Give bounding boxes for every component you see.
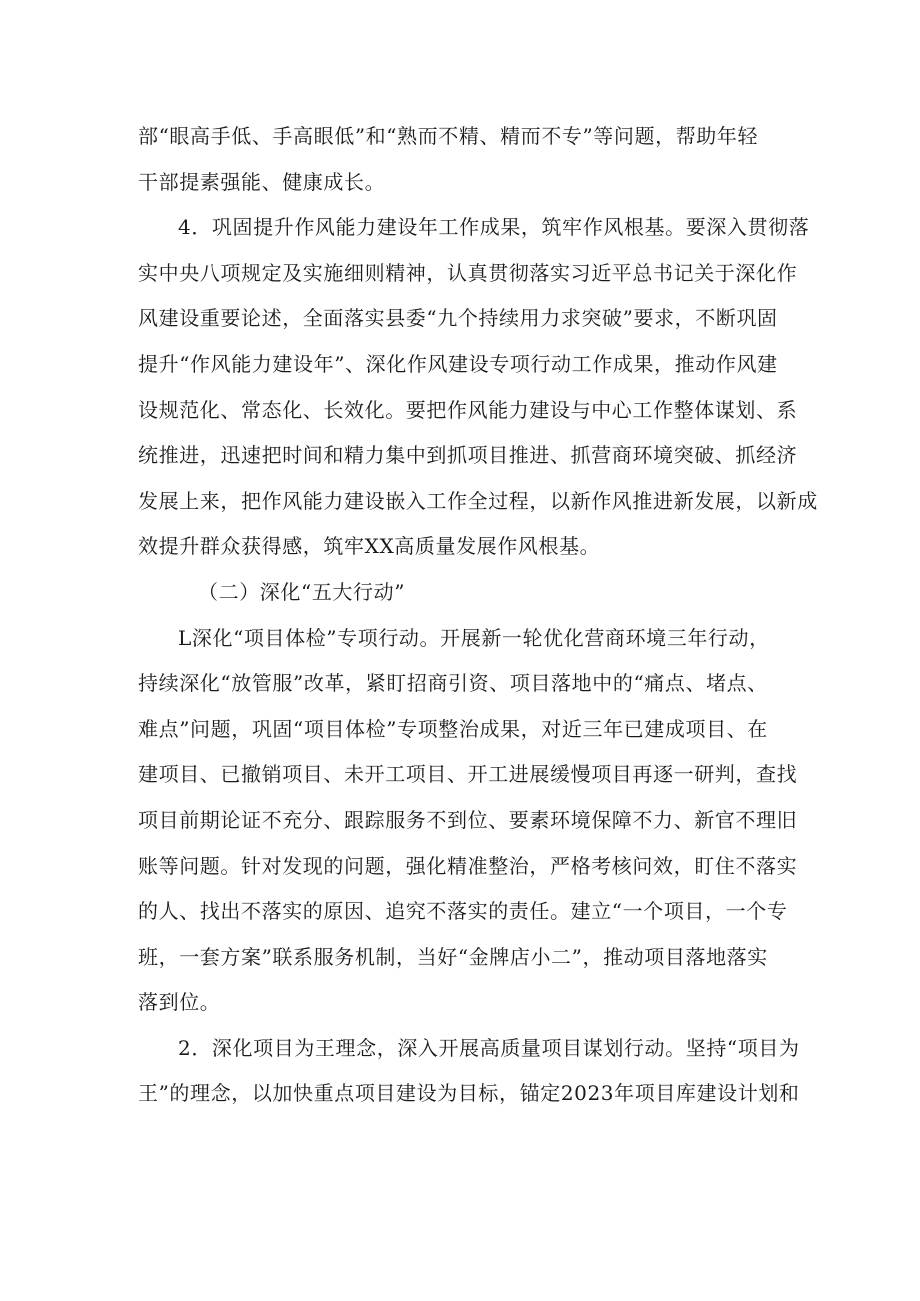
text-line: 王”的理念，以加快重点项目建设为目标，锚定2023年项目库建设计划和 bbox=[138, 1081, 800, 1106]
text-line: L深化“项目体检”专项行动。开展新一轮优化营商环境三年行动， bbox=[178, 625, 770, 650]
text-line: 落到位。 bbox=[138, 990, 221, 1015]
text-line: 实中央八项规定及实施细则精神，认真贯彻落实习近平总书记关于深化作 bbox=[138, 260, 798, 285]
text-line: 持续深化“放管服”改革，紧盯招商引资、项目落地中的“痛点、堵点、 bbox=[138, 671, 768, 696]
paragraph-continuation bbox=[138, 114, 784, 205]
paragraph-item-4 bbox=[138, 205, 818, 570]
text-line: 项目前期论证不充分、跟踪服务不到位、要素环境保障不力、新官不理旧 bbox=[138, 807, 798, 832]
paragraph-item-1 bbox=[138, 616, 798, 1026]
text-line: 部“眼高手低、手高眼低”和“熟而不精、精而不专”等问题，帮助年轻 bbox=[138, 124, 759, 148]
text-line: 发展上来，把作风能力建设嵌入工作全过程，以新作风推进新发展，以新成 bbox=[138, 488, 818, 513]
text-line: 班，一套方案”联系服务机制，当好“金牌店小二”，推动项目落地落实 bbox=[138, 944, 768, 969]
text-line: 难点”问题，巩固“项目体检”专项整治成果，对近三年已建成项目、在 bbox=[138, 716, 768, 741]
text-line: 设规范化、常态化、长效化。要把作风能力建设与中心工作整体谋划、系 bbox=[138, 397, 798, 422]
text-line: 账等问题。针对发现的问题，强化精准整治，严格考核问效，盯住不落实 bbox=[138, 853, 798, 878]
text-line: 风建设重要论述，全面落实县委“九个持续用力求突破”要求，不断巩固 bbox=[138, 306, 778, 331]
text-line: 干部提素强能、健康成长。 bbox=[138, 169, 386, 194]
text-line: 4．巩固提升作风能力建设年工作成果，筑牢作风根基。要深入贯彻落 bbox=[178, 215, 810, 240]
text-line: 的人、找出不落实的原因、追究不落实的责任。建立“一个项目，一个专 bbox=[138, 899, 788, 924]
document-body bbox=[138, 114, 818, 1117]
paragraph-item-2 bbox=[138, 1026, 800, 1117]
text-line: 2．深化项目为王理念，深入开展高质量项目谋划行动。坚持“项目为 bbox=[178, 1035, 800, 1060]
text-line: 建项目、已撤销项目、未开工项目、开工进展缓慢项目再逐一研判，查找 bbox=[138, 762, 798, 787]
text-line: 统推进，迅速把时间和精力集中到抓项目推进、抓营商环境突破、抓经济 bbox=[138, 443, 798, 468]
section-heading bbox=[138, 570, 784, 616]
text-line: （二）深化“五大行动” bbox=[198, 579, 406, 604]
text-line: 提升“作风能力建设年”、深化作风建设专项行动工作成果，推动作风建 bbox=[138, 351, 778, 376]
text-line: 效提升群众获得感，筑牢XX高质量发展作风根基。 bbox=[138, 534, 601, 559]
